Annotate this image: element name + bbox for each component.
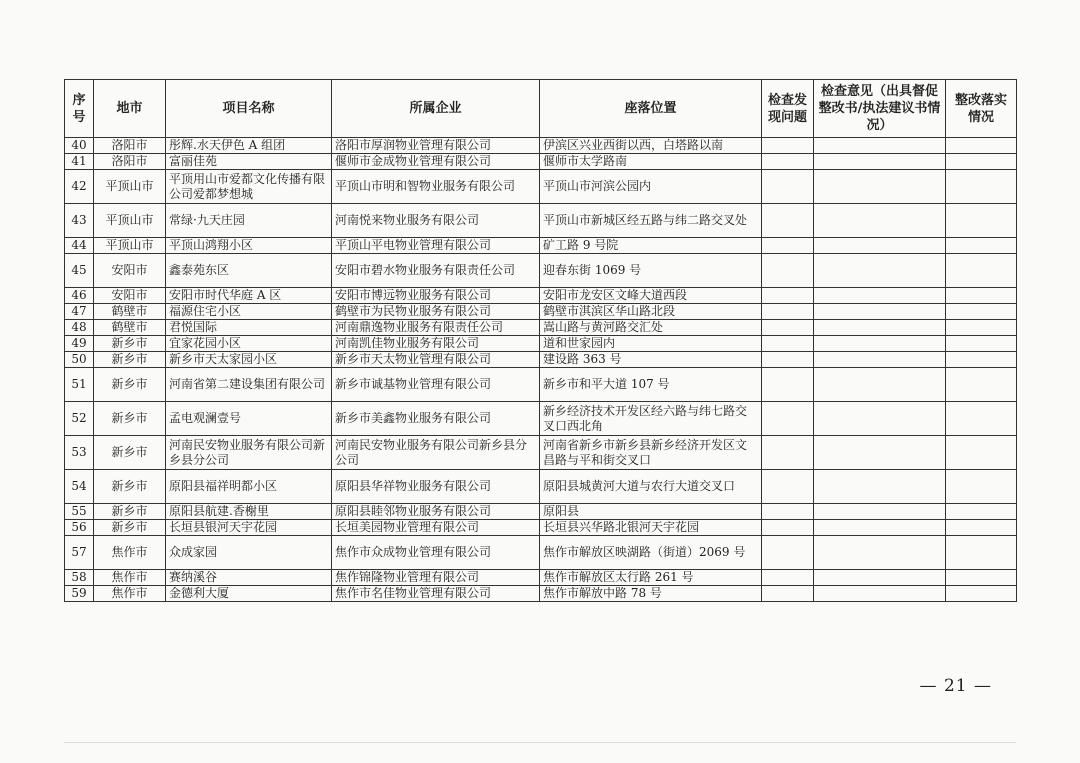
table-row bbox=[65, 320, 1017, 336]
cell-city: 焦作市 bbox=[94, 536, 166, 570]
cell-city: 安阳市 bbox=[94, 288, 166, 304]
cell-location: 安阳市龙安区文峰大道西段 bbox=[540, 288, 762, 304]
cell-location: 河南省新乡市新乡县新乡经济开发区文昌路与平和街交叉口 bbox=[540, 436, 762, 470]
cell-location: 新乡市和平大道 107 号 bbox=[540, 368, 762, 402]
cell-issues bbox=[762, 436, 814, 470]
cell-company: 长垣美园物业管理有限公司 bbox=[332, 520, 540, 536]
cell-company: 新乡市美鑫物业服务有限公司 bbox=[332, 402, 540, 436]
cell-no: 49 bbox=[65, 336, 94, 352]
table-row bbox=[65, 570, 1017, 586]
cell-rectify bbox=[946, 320, 1017, 336]
cell-location: 嵩山路与黄河路交汇处 bbox=[540, 320, 762, 336]
table-row bbox=[65, 470, 1017, 504]
cell-location: 矿工路 9 号院 bbox=[540, 238, 762, 254]
cell-issues bbox=[762, 170, 814, 204]
cell-project: 原阳县福祥明都小区 bbox=[166, 470, 332, 504]
cell-opinion bbox=[814, 204, 946, 238]
cell-no: 59 bbox=[65, 586, 94, 602]
cell-location: 偃师市太学路南 bbox=[540, 154, 762, 170]
cell-city: 平顶山市 bbox=[94, 204, 166, 238]
cell-no: 48 bbox=[65, 320, 94, 336]
cell-location: 迎春东街 1069 号 bbox=[540, 254, 762, 288]
cell-project: 平顶山鸿翔小区 bbox=[166, 238, 332, 254]
cell-issues bbox=[762, 238, 814, 254]
cell-issues bbox=[762, 470, 814, 504]
cell-opinion bbox=[814, 336, 946, 352]
cell-no: 56 bbox=[65, 520, 94, 536]
cell-company: 新乡市诚基物业管理有限公司 bbox=[332, 368, 540, 402]
cell-city: 新乡市 bbox=[94, 368, 166, 402]
table-row bbox=[65, 170, 1017, 204]
cell-location: 新乡经济技术开发区经六路与纬七路交叉口西北角 bbox=[540, 402, 762, 436]
cell-city: 新乡市 bbox=[94, 352, 166, 368]
cell-no: 53 bbox=[65, 436, 94, 470]
cell-city: 新乡市 bbox=[94, 336, 166, 352]
cell-project: 原阳县航建.香榭里 bbox=[166, 504, 332, 520]
header-row bbox=[65, 80, 1017, 138]
table-row bbox=[65, 352, 1017, 368]
cell-project: 孟电观澜壹号 bbox=[166, 402, 332, 436]
cell-issues bbox=[762, 520, 814, 536]
header-issues: 检查发现问题 bbox=[762, 80, 814, 138]
cell-rectify bbox=[946, 170, 1017, 204]
table-row bbox=[65, 154, 1017, 170]
cell-no: 41 bbox=[65, 154, 94, 170]
cell-issues bbox=[762, 368, 814, 402]
cell-no: 46 bbox=[65, 288, 94, 304]
cell-no: 40 bbox=[65, 138, 94, 154]
cell-no: 51 bbox=[65, 368, 94, 402]
header-rectify: 整改落实情况 bbox=[946, 80, 1017, 138]
cell-rectify bbox=[946, 368, 1017, 402]
cell-company: 鹤壁市为民物业服务有限公司 bbox=[332, 304, 540, 320]
table-row bbox=[65, 520, 1017, 536]
cell-rectify bbox=[946, 304, 1017, 320]
cell-issues bbox=[762, 138, 814, 154]
cell-location: 焦作市解放中路 78 号 bbox=[540, 586, 762, 602]
cell-project: 富丽佳苑 bbox=[166, 154, 332, 170]
cell-rectify bbox=[946, 238, 1017, 254]
cell-project: 宜家花园小区 bbox=[166, 336, 332, 352]
table-row bbox=[65, 586, 1017, 602]
cell-rectify bbox=[946, 470, 1017, 504]
cell-location: 平顶山市河滨公园内 bbox=[540, 170, 762, 204]
table-row bbox=[65, 288, 1017, 304]
cell-city: 新乡市 bbox=[94, 470, 166, 504]
cell-no: 45 bbox=[65, 254, 94, 288]
cell-opinion bbox=[814, 288, 946, 304]
cell-project: 福源住宅小区 bbox=[166, 304, 332, 320]
cell-city: 洛阳市 bbox=[94, 154, 166, 170]
cell-location: 原阳县 bbox=[540, 504, 762, 520]
cell-city: 鹤壁市 bbox=[94, 320, 166, 336]
cell-project: 君悦国际 bbox=[166, 320, 332, 336]
table-row bbox=[65, 504, 1017, 520]
table-row bbox=[65, 536, 1017, 570]
cell-rectify bbox=[946, 402, 1017, 436]
cell-city: 焦作市 bbox=[94, 570, 166, 586]
cell-opinion bbox=[814, 436, 946, 470]
cell-project: 众成家园 bbox=[166, 536, 332, 570]
cell-opinion bbox=[814, 520, 946, 536]
cell-company: 平顶山平电物业管理有限公司 bbox=[332, 238, 540, 254]
cell-city: 安阳市 bbox=[94, 254, 166, 288]
cell-location: 原阳县城黄河大道与农行大道交叉口 bbox=[540, 470, 762, 504]
header-city: 地市 bbox=[94, 80, 166, 138]
cell-no: 52 bbox=[65, 402, 94, 436]
cell-rectify bbox=[946, 352, 1017, 368]
cell-rectify bbox=[946, 254, 1017, 288]
cell-company: 洛阳市厚润物业管理有限公司 bbox=[332, 138, 540, 154]
cell-location: 伊滨区兴业西街以西，白塔路以南 bbox=[540, 138, 762, 154]
cell-opinion bbox=[814, 138, 946, 154]
cell-location: 焦作市解放区映湖路（街道）2069 号 bbox=[540, 536, 762, 570]
cell-company: 河南民安物业服务有限公司新乡县分公司 bbox=[332, 436, 540, 470]
table-body bbox=[65, 138, 1017, 602]
cell-company: 偃师市金成物业管理有限公司 bbox=[332, 154, 540, 170]
table-row bbox=[65, 368, 1017, 402]
cell-opinion bbox=[814, 402, 946, 436]
cell-rectify bbox=[946, 520, 1017, 536]
cell-company: 焦作市名佳物业管理有限公司 bbox=[332, 586, 540, 602]
cell-company: 原阳县华祥物业服务有限公司 bbox=[332, 470, 540, 504]
cell-rectify bbox=[946, 570, 1017, 586]
cell-project: 河南省第二建设集团有限公司 bbox=[166, 368, 332, 402]
cell-company: 焦作锦隆物业管理有限公司 bbox=[332, 570, 540, 586]
header-project: 项目名称 bbox=[166, 80, 332, 138]
cell-project: 金德利大厦 bbox=[166, 586, 332, 602]
table-row bbox=[65, 436, 1017, 470]
cell-rectify bbox=[946, 288, 1017, 304]
cell-opinion bbox=[814, 238, 946, 254]
cell-opinion bbox=[814, 470, 946, 504]
cell-city: 鹤壁市 bbox=[94, 304, 166, 320]
table-row bbox=[65, 304, 1017, 320]
cell-rectify bbox=[946, 586, 1017, 602]
header-opinion: 检查意见（出具督促整改书/执法建议书情况） bbox=[814, 80, 946, 138]
cell-no: 58 bbox=[65, 570, 94, 586]
cell-no: 43 bbox=[65, 204, 94, 238]
bottom-divider bbox=[64, 742, 1016, 743]
cell-rectify bbox=[946, 436, 1017, 470]
header-no: 序号 bbox=[65, 80, 94, 138]
cell-city: 焦作市 bbox=[94, 586, 166, 602]
cell-company: 安阳市碧水物业服务有限责任公司 bbox=[332, 254, 540, 288]
cell-opinion bbox=[814, 304, 946, 320]
cell-issues bbox=[762, 586, 814, 602]
cell-project: 平顶用山市爱都文化传播有限公司爱都梦想城 bbox=[166, 170, 332, 204]
cell-project: 长垣县银河天宇花园 bbox=[166, 520, 332, 536]
cell-issues bbox=[762, 504, 814, 520]
cell-issues bbox=[762, 352, 814, 368]
cell-location: 鹤壁市淇滨区华山路北段 bbox=[540, 304, 762, 320]
table-row bbox=[65, 254, 1017, 288]
cell-opinion bbox=[814, 368, 946, 402]
cell-opinion bbox=[814, 320, 946, 336]
cell-city: 平顶山市 bbox=[94, 238, 166, 254]
cell-project: 赛纳溪谷 bbox=[166, 570, 332, 586]
cell-issues bbox=[762, 154, 814, 170]
cell-opinion bbox=[814, 504, 946, 520]
cell-opinion bbox=[814, 570, 946, 586]
header-company: 所属企业 bbox=[332, 80, 540, 138]
cell-company: 焦作市众成物业管理有限公司 bbox=[332, 536, 540, 570]
cell-issues bbox=[762, 254, 814, 288]
cell-company: 河南悦来物业服务有限公司 bbox=[332, 204, 540, 238]
cell-issues bbox=[762, 402, 814, 436]
cell-issues bbox=[762, 336, 814, 352]
cell-company: 河南凯佳物业服务有限公司 bbox=[332, 336, 540, 352]
page-number: — 21 — bbox=[919, 676, 992, 696]
cell-rectify bbox=[946, 336, 1017, 352]
cell-company: 平顶山市明和智物业服务有限公司 bbox=[332, 170, 540, 204]
cell-city: 新乡市 bbox=[94, 504, 166, 520]
cell-city: 新乡市 bbox=[94, 520, 166, 536]
cell-opinion bbox=[814, 170, 946, 204]
cell-project: 新乡市天太家园小区 bbox=[166, 352, 332, 368]
cell-no: 57 bbox=[65, 536, 94, 570]
cell-rectify bbox=[946, 204, 1017, 238]
cell-opinion bbox=[814, 536, 946, 570]
cell-issues bbox=[762, 288, 814, 304]
table-row bbox=[65, 138, 1017, 154]
cell-issues bbox=[762, 536, 814, 570]
cell-no: 54 bbox=[65, 470, 94, 504]
cell-rectify bbox=[946, 138, 1017, 154]
cell-location: 道和世家园内 bbox=[540, 336, 762, 352]
cell-no: 42 bbox=[65, 170, 94, 204]
cell-location: 焦作市解放区太行路 261 号 bbox=[540, 570, 762, 586]
cell-rectify bbox=[946, 536, 1017, 570]
table-row bbox=[65, 402, 1017, 436]
header-location: 座落位置 bbox=[540, 80, 762, 138]
cell-city: 平顶山市 bbox=[94, 170, 166, 204]
cell-project: 常绿·九天庄园 bbox=[166, 204, 332, 238]
cell-project: 河南民安物业服务有限公司新乡县分公司 bbox=[166, 436, 332, 470]
cell-city: 新乡市 bbox=[94, 402, 166, 436]
cell-opinion bbox=[814, 154, 946, 170]
inspection-table bbox=[64, 79, 1017, 602]
cell-city: 新乡市 bbox=[94, 436, 166, 470]
table-row bbox=[65, 336, 1017, 352]
cell-company: 安阳市博远物业服务有限公司 bbox=[332, 288, 540, 304]
cell-company: 河南鼎逸物业服务有限责任公司 bbox=[332, 320, 540, 336]
cell-issues bbox=[762, 304, 814, 320]
cell-issues bbox=[762, 320, 814, 336]
cell-no: 47 bbox=[65, 304, 94, 320]
cell-issues bbox=[762, 204, 814, 238]
cell-location: 长垣县兴华路北银河天宇花园 bbox=[540, 520, 762, 536]
cell-no: 50 bbox=[65, 352, 94, 368]
cell-company: 新乡市天太物业管理有限公司 bbox=[332, 352, 540, 368]
cell-location: 建设路 363 号 bbox=[540, 352, 762, 368]
cell-project: 安阳市时代华庭 A 区 bbox=[166, 288, 332, 304]
cell-opinion bbox=[814, 586, 946, 602]
cell-project: 鑫泰苑东区 bbox=[166, 254, 332, 288]
cell-opinion bbox=[814, 352, 946, 368]
table-row bbox=[65, 238, 1017, 254]
cell-opinion bbox=[814, 254, 946, 288]
cell-location: 平顶山市新城区经五路与纬二路交叉处 bbox=[540, 204, 762, 238]
table-row bbox=[65, 204, 1017, 238]
cell-issues bbox=[762, 570, 814, 586]
cell-no: 55 bbox=[65, 504, 94, 520]
cell-project: 彤辉.水天伊色 A 组团 bbox=[166, 138, 332, 154]
cell-rectify bbox=[946, 504, 1017, 520]
cell-no: 44 bbox=[65, 238, 94, 254]
cell-company: 原阳县睦邻物业服务有限公司 bbox=[332, 504, 540, 520]
cell-rectify bbox=[946, 154, 1017, 170]
cell-city: 洛阳市 bbox=[94, 138, 166, 154]
